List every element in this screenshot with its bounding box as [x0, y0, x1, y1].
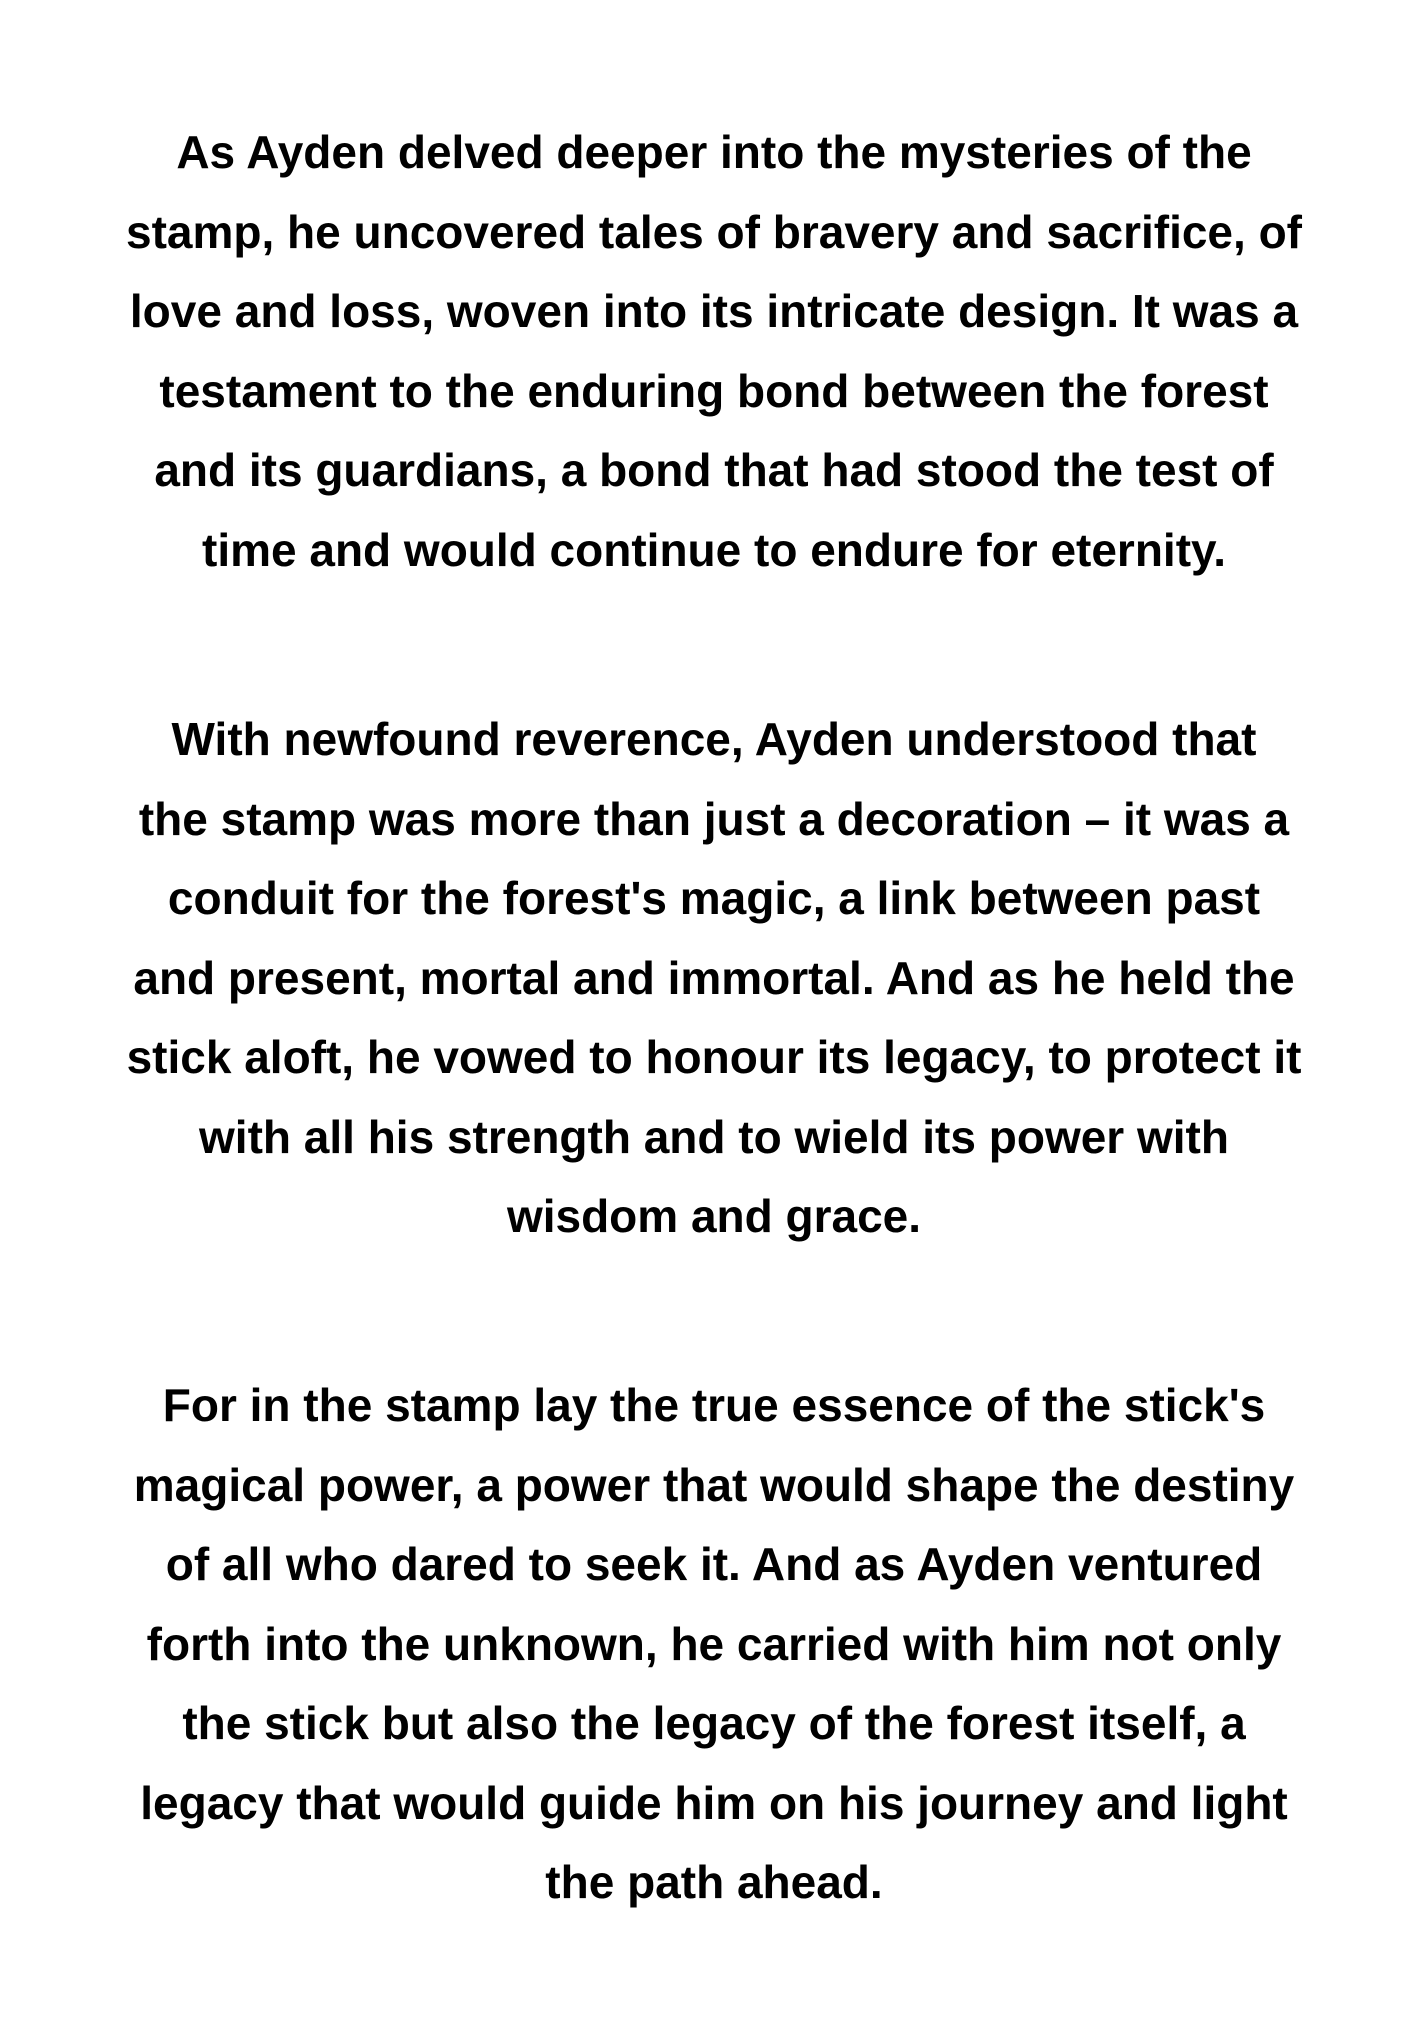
paragraph-3: For in the stamp lay the true essence of the stick's magical power, a power that would shape the destiny of all who dared to seek it. And as Ayden ventured forth into the unknown, he carried with him not only the stick but also the legacy of the forest itself, a legacy that would guide him on his journey and light the path ahead. [133, 1379, 1295, 1908]
paragraph-2: With newfound reverence, Ayden understood that the stamp was more than just a decoration – it was a conduit for the forest's magic, a link between past and present, mortal and immortal. And as he held the stick aloft, he vowed to honour its legacy, to protect it with all his strength and to wield its power with wisdom and grace. [126, 713, 1302, 1242]
paragraph-1: As Ayden delved deeper into the mysteries of the stamp, he uncovered tales of bravery and sacrifice, of love and loss, woven into its intricate design. It was a testament to the enduring bond between the forest and its guardians, a bond that had stood the test of time and would continue to endure for eternity. [126, 126, 1302, 576]
